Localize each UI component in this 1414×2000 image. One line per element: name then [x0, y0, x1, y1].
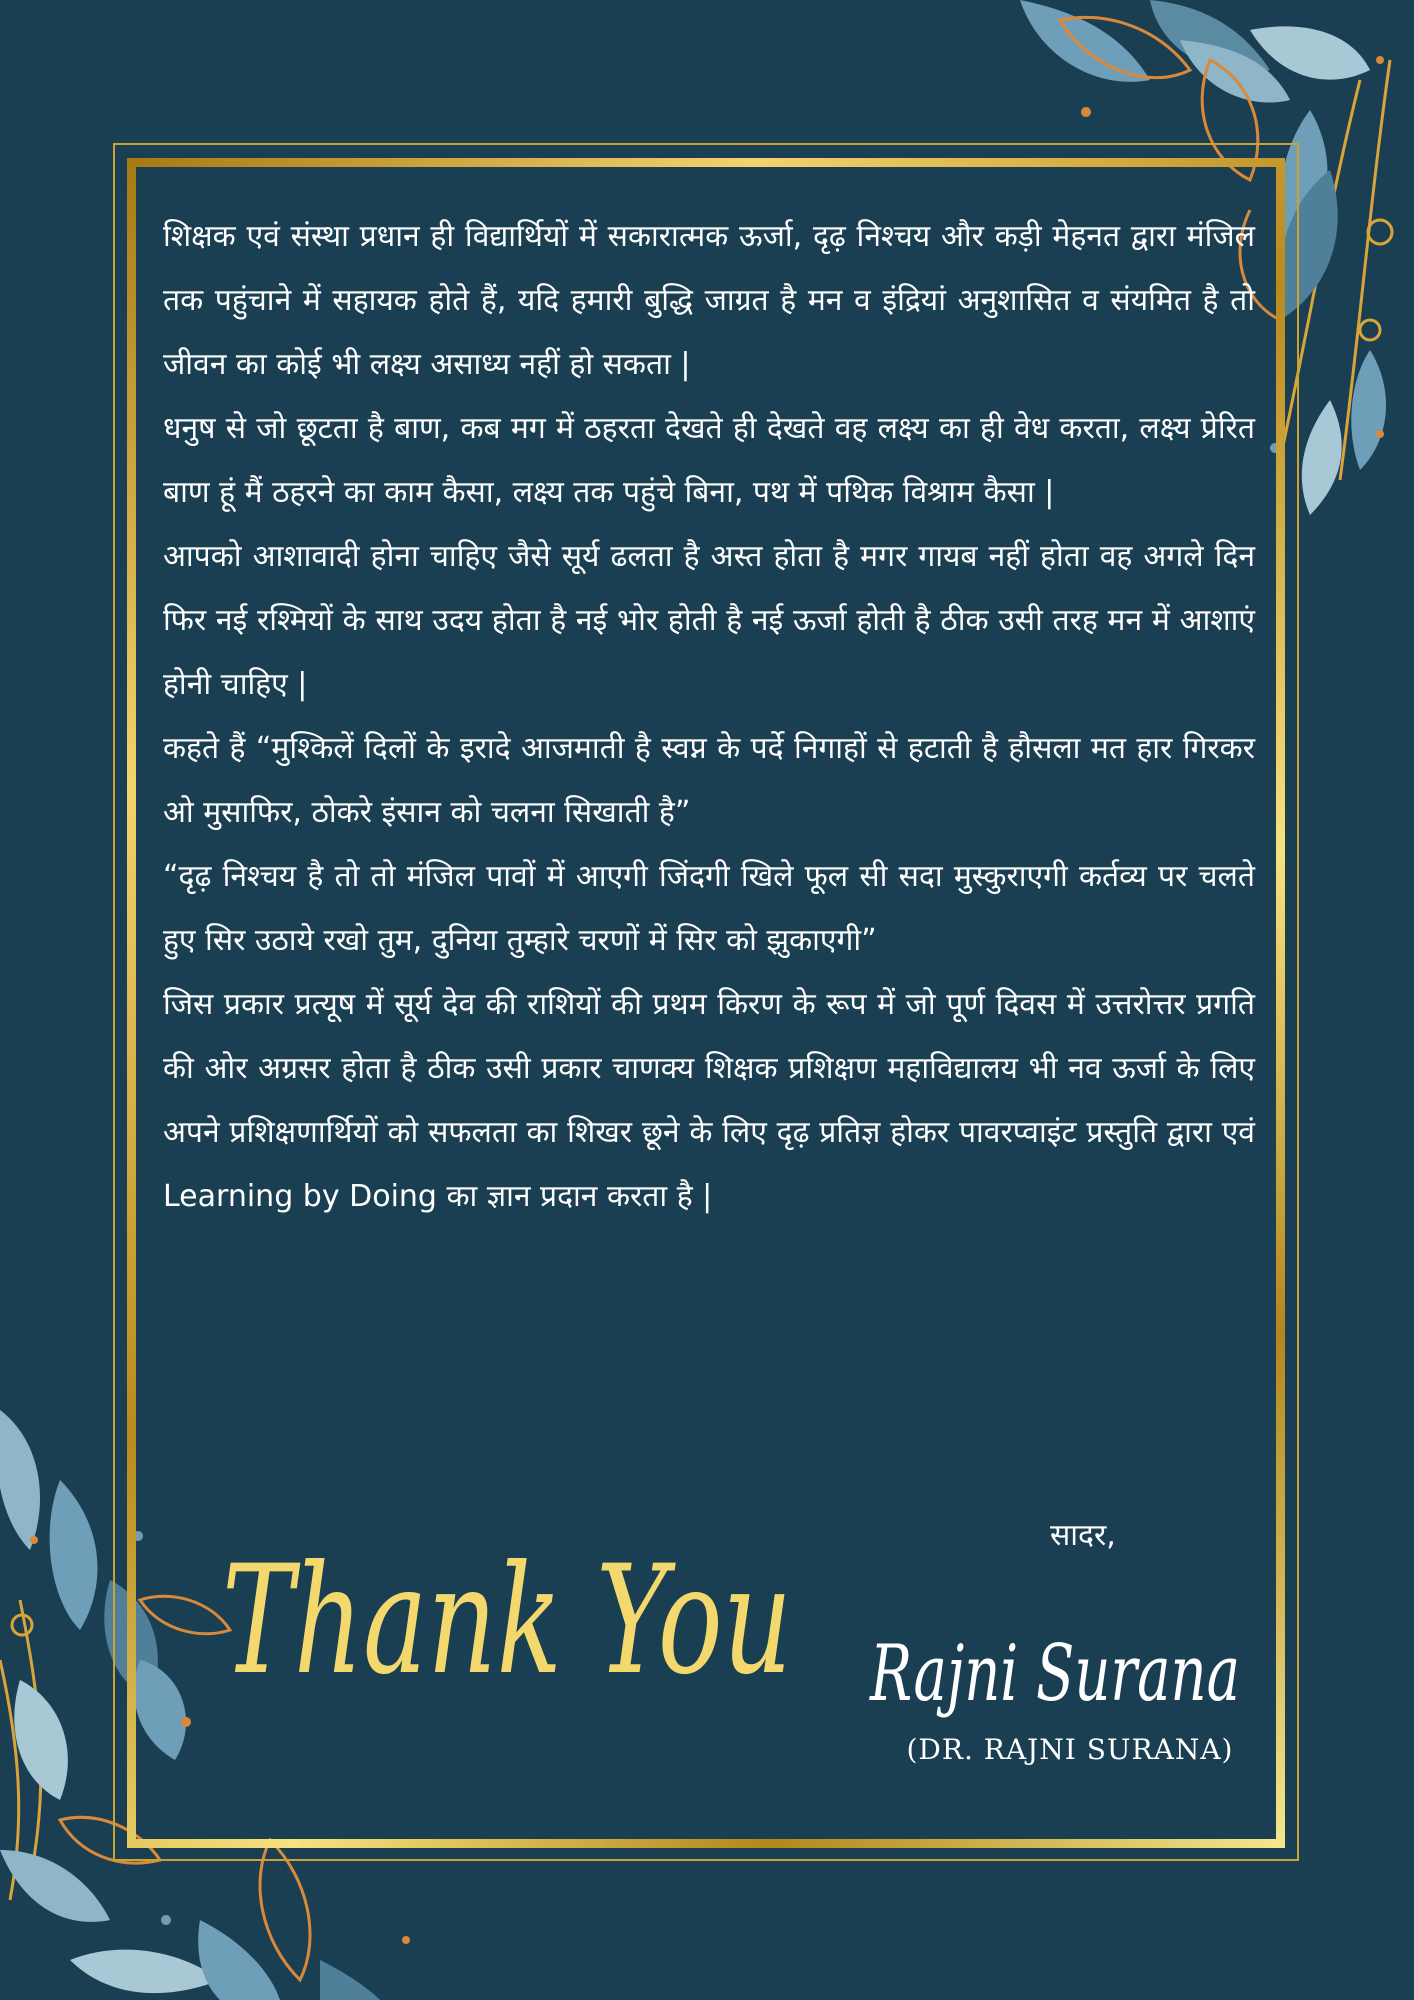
letter-body: [163, 205, 1255, 1229]
thank-you-script: [212, 1472, 812, 1772]
paragraph-2: धनुष से जो छूटता है बाण, कब मग में ठहरता देखते ही देखते वह लक्ष्य का ही वेध करता, लक्ष्य प्रेरित बाण हूं मैं ठहरने का काम कैसा, लक्ष्य तक पहुंचे बिना, पथ में पथिक विश्राम कैसा |: [163, 411, 1255, 510]
signatory-name: (DR. RAJNI SURANA): [906, 1733, 1234, 1766]
paragraph-5: “दृढ़ निश्चय है तो तो मंजिल पावों में आएगी जिंदगी खिले फूल सी सदा मुस्कुराएगी कर्तव्य पर चलते हुए सिर उठाये रखो तुम, दुनिया तुम्हारे चरणों में सिर को झुकाएगी”: [163, 859, 1255, 958]
paragraph-1: शिक्षक एवं संस्था प्रधान ही विद्यार्थियों में सकारात्मक ऊर्जा, दृढ़ निश्चय और कड़ी मेहनत द्वारा मंजिल तक पहुंचाने में सहायक होते हैं, यदि हमारी बुद्धि जाग्रत है मन व इंद्रियां अनुशासित व संयमित है तो जीवन का कोई भी लक्ष्य असाध्य नहीं हो सकता |: [163, 219, 1255, 382]
thank-you-text: Thank You: [222, 1534, 792, 1708]
paragraph-6: जिस प्रकार प्रत्यूष में सूर्य देव की राशियों की प्रथम किरण के रूप में जो पूर्ण दिवस में उत्तरोत्तर प्रगति की ओर अग्रसर होता है ठीक उसी प्रकार चाणक्य शिक्षक प्रशिक्षण महाविद्यालय भी नव ऊर्जा के लिए अपने प्रशिक्षणार्थियों को सफलता का शिखर छूने के लिए दृढ़ प्रतिज्ञ होकर पावरप्वाइंट प्रस्तुति द्वारा एवं Learning by Doing का ज्ञान प्रदान करता है |: [163, 987, 1255, 1214]
handwritten-signature: [860, 1590, 1260, 1740]
closing-salutation: सादर,: [1050, 1518, 1116, 1553]
signature-text: Rajni Surana: [868, 1629, 1240, 1719]
paragraph-3: आपको आशावादी होना चाहिए जैसे सूर्य ढलता है अस्त होता है मगर गायब नहीं होता वह अगले दिन फिर नई रश्मियों के साथ उदय होता है नई भोर होती है नई ऊर्जा होती है ठीक उसी तरह मन में आशाएं होनी चाहिए |: [163, 539, 1255, 702]
paragraph-4: कहते हैं “मुश्किलें दिलों के इरादे आजमाती है स्वप्न के पर्दे निगाहों से हटाती है हौसला मत हार गिरकर ओ मुसाफिर, ठोकरे इंसान को चलना सिखाती है”: [163, 731, 1255, 830]
